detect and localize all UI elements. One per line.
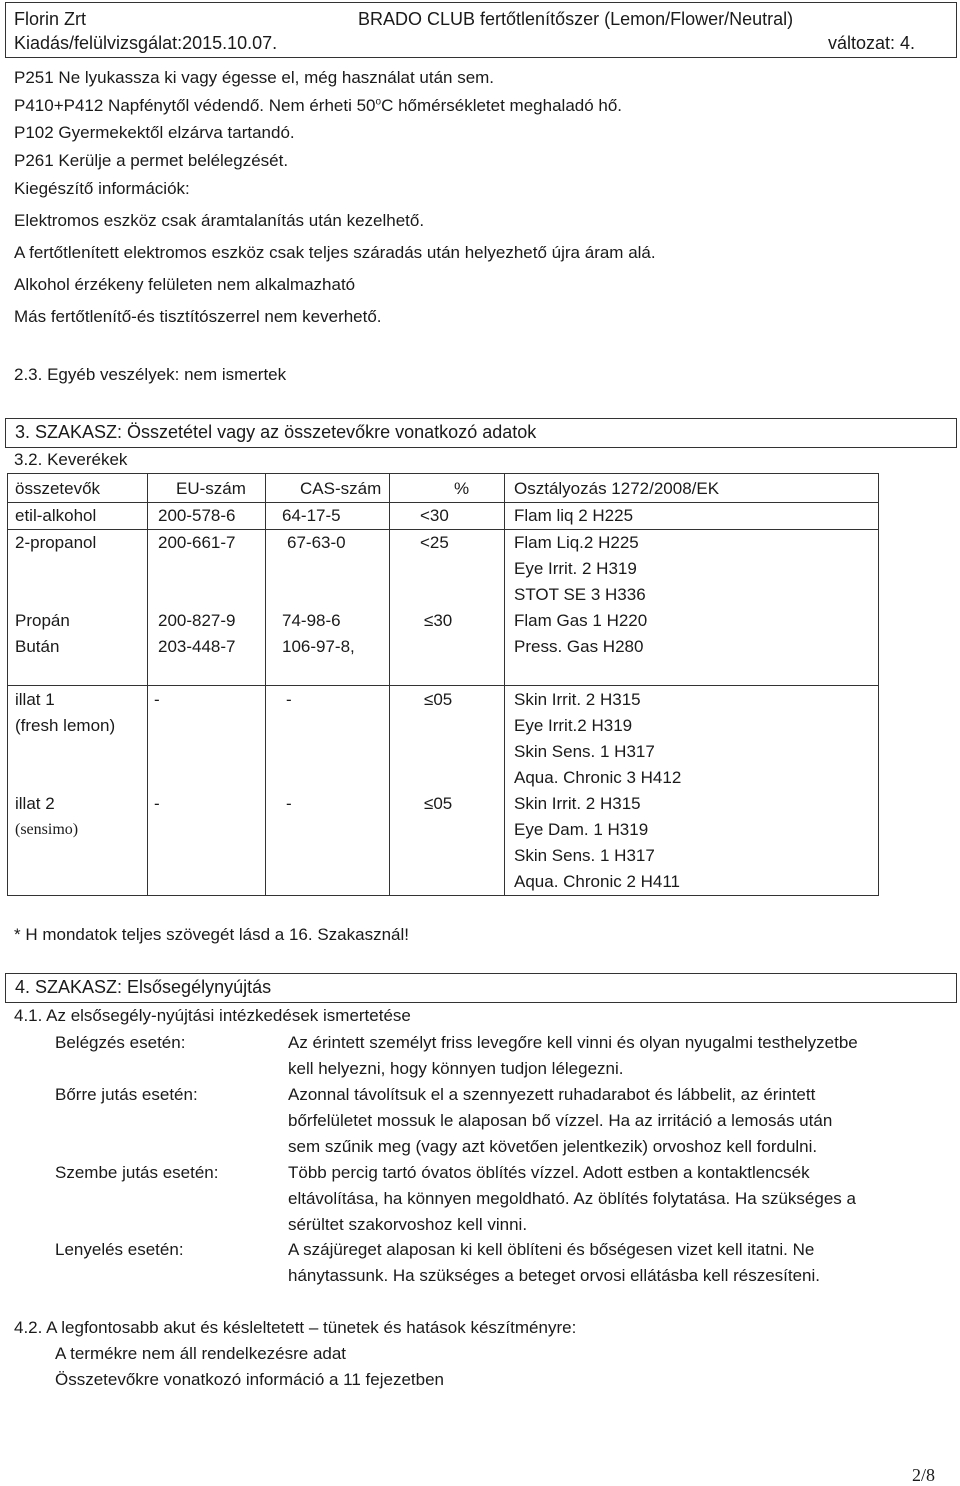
precaution-line: Más fertőtlenítő-és tisztítószerrel nem keverhető. [14,307,382,326]
classification: Flam liq 2 H225 [514,506,634,525]
component-name: Propán [15,611,70,630]
classification: Skin Sens. 1 H317 [514,846,655,865]
cas-number: 67-63-0 [287,533,346,552]
composition-table [7,473,879,896]
product-name: BRADO CLUB fertőtlenítőszer (Lemon/Flower/Neutral) [358,9,794,29]
version-label: változat: 4. [828,33,916,53]
issue-date: Kiadás/felülvizsgálat:2015.10.07. [14,33,278,53]
column-header: összetevők [15,479,101,498]
percentage: ≤30 [424,611,453,630]
cas-number: 106-97-8, [282,637,355,656]
other-hazards: 2.3. Egyéb veszélyek: nem ismertek [14,365,287,384]
percentage: <25 [420,533,449,552]
measure-label: Belégzés esetén: [55,1033,186,1052]
classification: Flam Liq.2 H225 [514,533,639,552]
section-3-title: 3. SZAKASZ: Összetétel vagy az összetevőkre vonatkozó adatok [15,422,537,442]
column-header: EU-szám [176,479,246,498]
column-header: % [454,479,470,498]
percentage: <30 [420,506,449,525]
section-4-heading [5,973,957,1003]
measure-text: Az érintett személyt friss levegőre kell vinni és olyan nyugalmi testhelyzetbe kell helyezni, hogy könnyen tudjon lélegezni. [288,1033,858,1078]
component-name: Bután [15,637,60,656]
precaution-line: P261 Kerülje a permet belélegzését. [14,151,289,170]
company-name: Florin Zrt [14,9,86,29]
eu-number: 200-661-7 [158,533,236,552]
precaution-line: Elektromos eszköz csak áramtalanítás után kezelhető. [14,211,425,230]
percentage: ≤05 [424,794,453,813]
component-name: (sensimo) [15,821,79,838]
classification: Skin Sens. 1 H317 [514,742,655,761]
eu-number: 200-578-6 [158,506,236,525]
classification: Press. Gas H280 [514,637,644,656]
page-number: 2/8 [912,1465,936,1485]
column-header: Osztályozás 1272/2008/EK [514,479,720,498]
first-aid-subtitle: 4.1. Az elsősegély-nyújtási intézkedések ismertetése [14,1006,411,1025]
measure-label: Szembe jutás esetén: [55,1163,219,1182]
precaution-line: P251 Ne lyukassza ki vagy égesse el, még használat után sem. [14,68,495,87]
percentage: ≤05 [424,690,453,709]
component-name: illat 2 [15,794,55,813]
section-3-heading [5,418,957,448]
eu-number: - [154,690,160,709]
symptoms-subtitle: 4.2. A legfontosabb akut és késleltetett – tünetek és hatások készítményre: [14,1318,577,1337]
classification: Eye Dam. 1 H319 [514,820,649,839]
eu-number: 203-448-7 [158,637,236,656]
classification: Skin Irrit. 2 H315 [514,794,641,813]
precaution-line: Alkohol érzékeny felületen nem alkalmazható [14,275,356,294]
classification: Aqua. Chronic 3 H412 [514,768,682,787]
section-4-title: 4. SZAKASZ: Elsősegélynyújtás [15,977,272,997]
measure-label: Bőrre jutás esetén: [55,1085,198,1104]
precaution-line: Kiegészítő információk: [14,179,190,198]
component-name: (fresh lemon) [15,716,116,735]
eu-number: 200-827-9 [158,611,236,630]
document-header [5,2,957,58]
measure-text: Azonnal távolítsuk el a szennyezett ruhadarabot és lábbelit, az érintett bőrfelületet mossuk le alaposan bő vízzel. Ha az irritáció a lemosás után sem szűnik meg (vagy azt követően jelentkezik) orvoshoz kell fordulni. [288,1085,833,1156]
classification: Eye Irrit. 2 H319 [514,559,637,578]
classification: Skin Irrit. 2 H315 [514,690,641,709]
symptoms-text: Összetevőkre vonatkozó információ a 11 fejezetben [55,1370,445,1389]
precaution-line: P410+P412 Napfénytől védendő. Nem érheti 50$^o$C hőmérsékletet meghaladó hő. [14,96,623,115]
precaution-line: A fertőtlenített elektromos eszköz csak teljes száradás után helyezhető újra áram alá. [14,243,656,262]
cas-number: 74-98-6 [282,611,341,630]
component-name: illat 1 [15,690,55,709]
h-statements-footnote: * H mondatok teljes szövegét lásd a 16. Szakasznál! [14,925,409,944]
measure-text: Több percig tartó óvatos öblítés vízzel. Adott estben a kontaktlencsék eltávolítása, ha könnyen megoldható. Az öblítés folytatása. Ha szükséges a sérültet szakorvoshoz kell vinni. [288,1163,856,1234]
classification: Eye Irrit.2 H319 [514,716,633,735]
measure-label: Lenyelés esetén: [55,1240,184,1259]
cas-number: - [286,690,292,709]
component-name: etil-alkohol [15,506,97,525]
symptoms-text: A termékre nem áll rendelkezésre adat [55,1344,347,1363]
column-header: CAS-szám [300,479,382,498]
mixtures-subtitle: 3.2. Keverékek [14,450,128,469]
classification: Aqua. Chronic 2 H411 [514,872,681,891]
eu-number: - [154,794,160,813]
cas-number: - [286,794,292,813]
classification: STOT SE 3 H336 [514,585,646,604]
precaution-line: P102 Gyermekektől elzárva tartandó. [14,123,295,142]
classification: Flam Gas 1 H220 [514,611,648,630]
measure-text: A szájüreget alaposan ki kell öblíteni és bőségesen vizet kell itatni. Ne hánytassunk. Ha szükséges a beteget orvosi ellátásba kell részesíteni. [288,1240,821,1285]
cas-number: 64-17-5 [282,506,341,525]
component-name: 2-propanol [15,533,97,552]
